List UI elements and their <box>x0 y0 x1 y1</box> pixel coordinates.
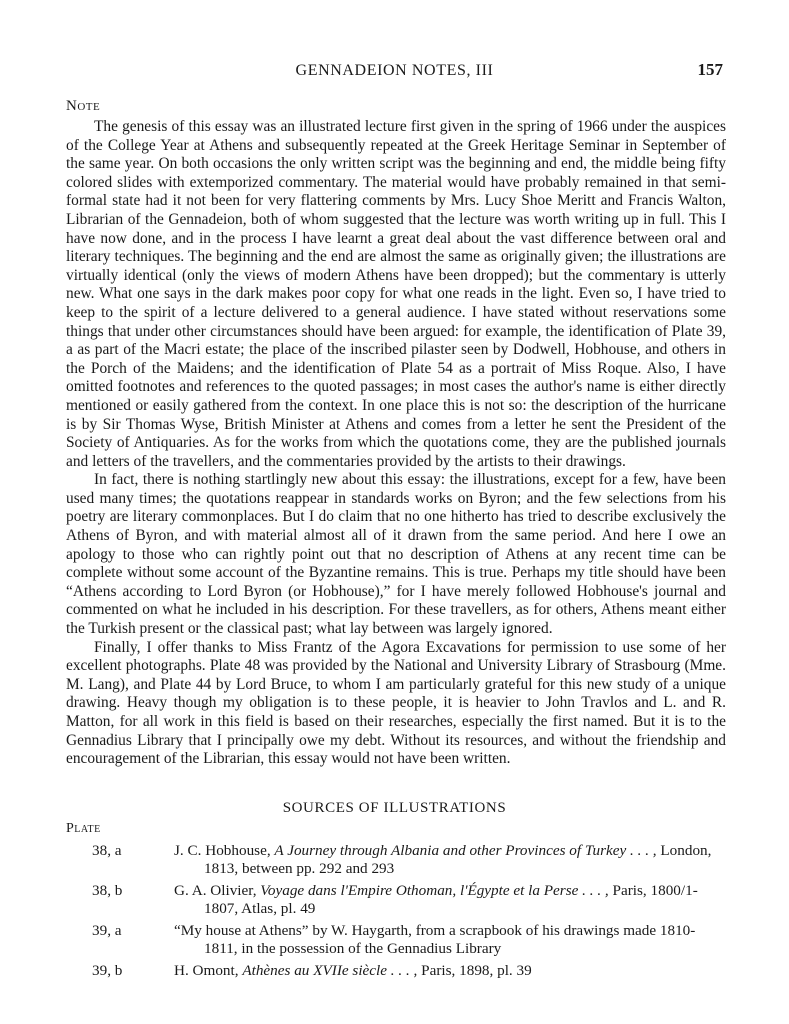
source-item <box>66 842 726 878</box>
source-citation <box>174 962 726 980</box>
paragraph: The genesis of this essay was an illustrated lecture first given in the spring of 1966 under the auspices of the College Year at Athens and subsequently repeated at the Greek Heritage Seminar in September of the same year. On both occasions the only written script was the beginning and end, the middle being fifty colored slides with extemporized commentary. The material would have probably remained in that semi-formal state had it not been for very flattering comments by Mrs. Lucy Shoe Meritt and Francis Walton, Librarian of the Gennadeion, both of whom suggested that the lecture was worth writing up in full. This I have now done, and in the process I have learnt a great deal about the vast difference between oral and literary techniques. The beginning and the end are almost the same as originally given; the illustrations are virtually identical (only the views of modern Athens have been dropped); but the commentary is utterly new. What one says in the dark makes poor copy for what one reads in the light. Even so, I have tried to keep to the spirit of a lecture delivered to a general audience. I have stated without reservations some things that under other circumstances should have been argued: for example, the identification of Plate 39, a as part of the Macri estate; the place of the inscribed pilaster seen by Dodwell, Hobhouse, and others in the Porch of the Maidens; and the identification of Plate 54 as a portrait of Miss Roque. Also, I have omitted footnotes and references to the quoted passages; in most cases the author's name is either directly mentioned or easily gathered from the context. In one place this is not so: the description of the hurricane is by Sir Thomas Wyse, British Minister at Athens and comes from a letter he sent the President of the Society of Antiquaries. As for the works from which the quotations come, they are the published journals and letters of the travellers, and the commentaries provided by the artists to their drawings. <box>66 118 726 470</box>
citation-author: H. Omont, <box>174 962 243 979</box>
plate-number: 39, a <box>92 922 122 939</box>
source-citation <box>174 882 726 918</box>
citation-title: Athènes au XVIIe siècle . . . , <box>242 962 418 979</box>
running-title: GENNADEION NOTES, III <box>295 62 494 79</box>
citation-details: Paris, 1898, pl. 39 <box>417 962 532 979</box>
plate-heading: Plate <box>66 821 101 836</box>
paragraph: Finally, I offer thanks to Miss Frantz of the Agora Excavations for permission to use some of her excellent photographs. Plate 48 was provided by the National and University Library of Strasbourg (Mme. M. Lang), and Plate 44 by Lord Bruce, to whom I am particularly grateful for this new study of a unique drawing. Heavy though my obligation is to these people, it is heavier to John Travlos and L. and R. Matton, for all work in this field is based on their researches, especially the first named. But it is to the Gennadius Library that I principally owe my debt. Without its resources, and without the friendship and encouragement of the Librarian, this essay would not have been written. <box>66 638 726 768</box>
citation-author: “My house at Athens” by W. Haygarth, from a scrapbook of his drawings made 1810-1811, in the possession of the Gennadius Library <box>174 922 696 957</box>
citation-author: J. C. Hobhouse, <box>174 842 275 859</box>
page-number: 157 <box>697 60 723 79</box>
plate-number: 39, b <box>92 962 123 979</box>
source-citation <box>174 922 726 958</box>
running-head <box>0 60 789 84</box>
citation-author: G. A. Olivier, <box>174 882 261 899</box>
note-body <box>66 118 726 769</box>
source-item <box>66 962 726 980</box>
source-item <box>66 882 726 918</box>
plate-number: 38, a <box>92 842 122 859</box>
citation-title: A Journey through Albania and other Provinces of Turkey . . . , <box>274 842 657 859</box>
sources-list <box>66 842 726 984</box>
citation-title: Voyage dans l'Empire Othoman, l'Égypte et la Perse . . . , <box>260 882 609 899</box>
source-item <box>66 922 726 958</box>
source-citation <box>174 842 726 878</box>
citation-details: Paris, 1800/1-1807, Atlas, pl. 49 <box>204 882 698 917</box>
citation-details: London, 1813, between pp. 292 and 293 <box>204 842 712 877</box>
sources-heading: SOURCES OF ILLUSTRATIONS <box>282 800 507 816</box>
plate-number: 38, b <box>92 882 123 899</box>
paragraph: In fact, there is nothing startlingly new about this essay: the illustrations, except for a few, have been used many times; the quotations reappear in standards works on Byron; and the few selections from his poetry are literary commonplaces. But I do claim that no one hitherto has tried to describe exclusively the Athens of Byron, and with material almost all of it drawn from the same period. And here I owe an apology to those who can rightly point out that no description of Athens at any recent time can be complete without some account of the Byzantine remains. This is true. Perhaps my title should have been “Athens according to Lord Byron (or Hobhouse),” for I have merely followed Hobhouse's journal and commented on what he included in his description. For these travellers, as for others, Athens meant either the Turkish present or the classical past; what lay between was largely ignored. <box>66 471 726 638</box>
note-heading: Note <box>66 98 101 114</box>
